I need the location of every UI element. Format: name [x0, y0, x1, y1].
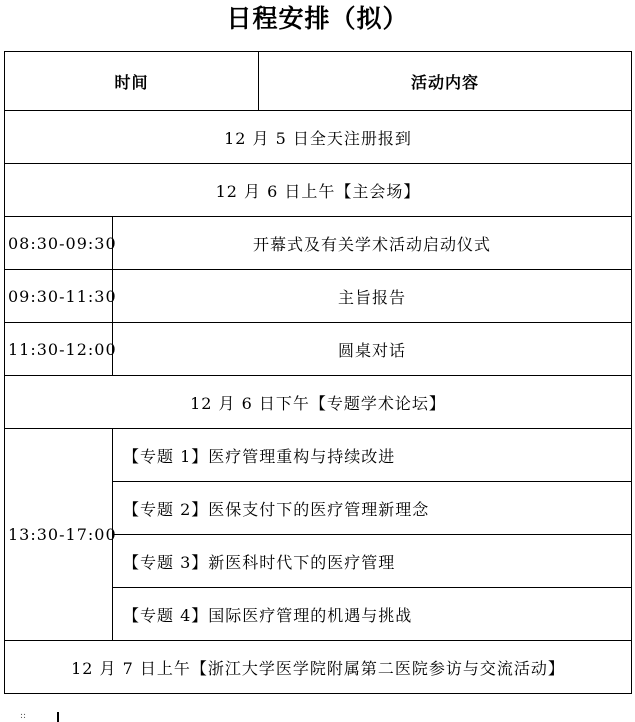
topic-cell: 【专题 4】国际医疗管理的机遇与挑战 — [113, 588, 632, 641]
activity-cell: 主旨报告 — [113, 270, 632, 323]
header-content: 活动内容 — [259, 52, 632, 111]
activity-cell: 圆桌对话 — [113, 323, 632, 376]
table-row — [5, 429, 632, 482]
time-cell: 09:30-11:30 — [5, 270, 113, 323]
table-row — [5, 323, 632, 376]
table-row — [5, 641, 632, 694]
activity-cell: 开幕式及有关学术活动启动仪式 — [113, 217, 632, 270]
table-row — [5, 376, 632, 429]
visit-row: 12 月 7 日上午【浙江大学医学院附属第二医院参访与交流活动】 — [5, 641, 632, 694]
afternoon-session-heading: 12 月 6 日下午【专题学术论坛】 — [5, 376, 632, 429]
page-title: 日程安排（拟） — [226, 4, 409, 33]
registration-row: 12 月 5 日全天注册报到 — [5, 111, 632, 164]
topic-cell: 【专题 3】新医科时代下的医疗管理 — [113, 535, 632, 588]
time-cell: 11:30-12:00 — [5, 323, 113, 376]
table-header-row — [5, 52, 632, 111]
schedule-table — [4, 51, 632, 694]
table-move-handle-icon[interactable]: :: — [20, 711, 27, 721]
table-row — [5, 270, 632, 323]
topic-cell: 【专题 2】医保支付下的医疗管理新理念 — [113, 482, 632, 535]
topic-cell: 【专题 1】医疗管理重构与持续改进 — [113, 429, 632, 482]
table-row — [5, 111, 632, 164]
morning-session-heading: 12 月 6 日上午【主会场】 — [5, 164, 632, 217]
table-row — [5, 217, 632, 270]
table-row — [5, 164, 632, 217]
table-edge-line — [57, 712, 59, 722]
header-time: 时间 — [5, 52, 259, 111]
time-cell: 13:30-17:00 — [5, 429, 113, 641]
time-cell: 08:30-09:30 — [5, 217, 113, 270]
